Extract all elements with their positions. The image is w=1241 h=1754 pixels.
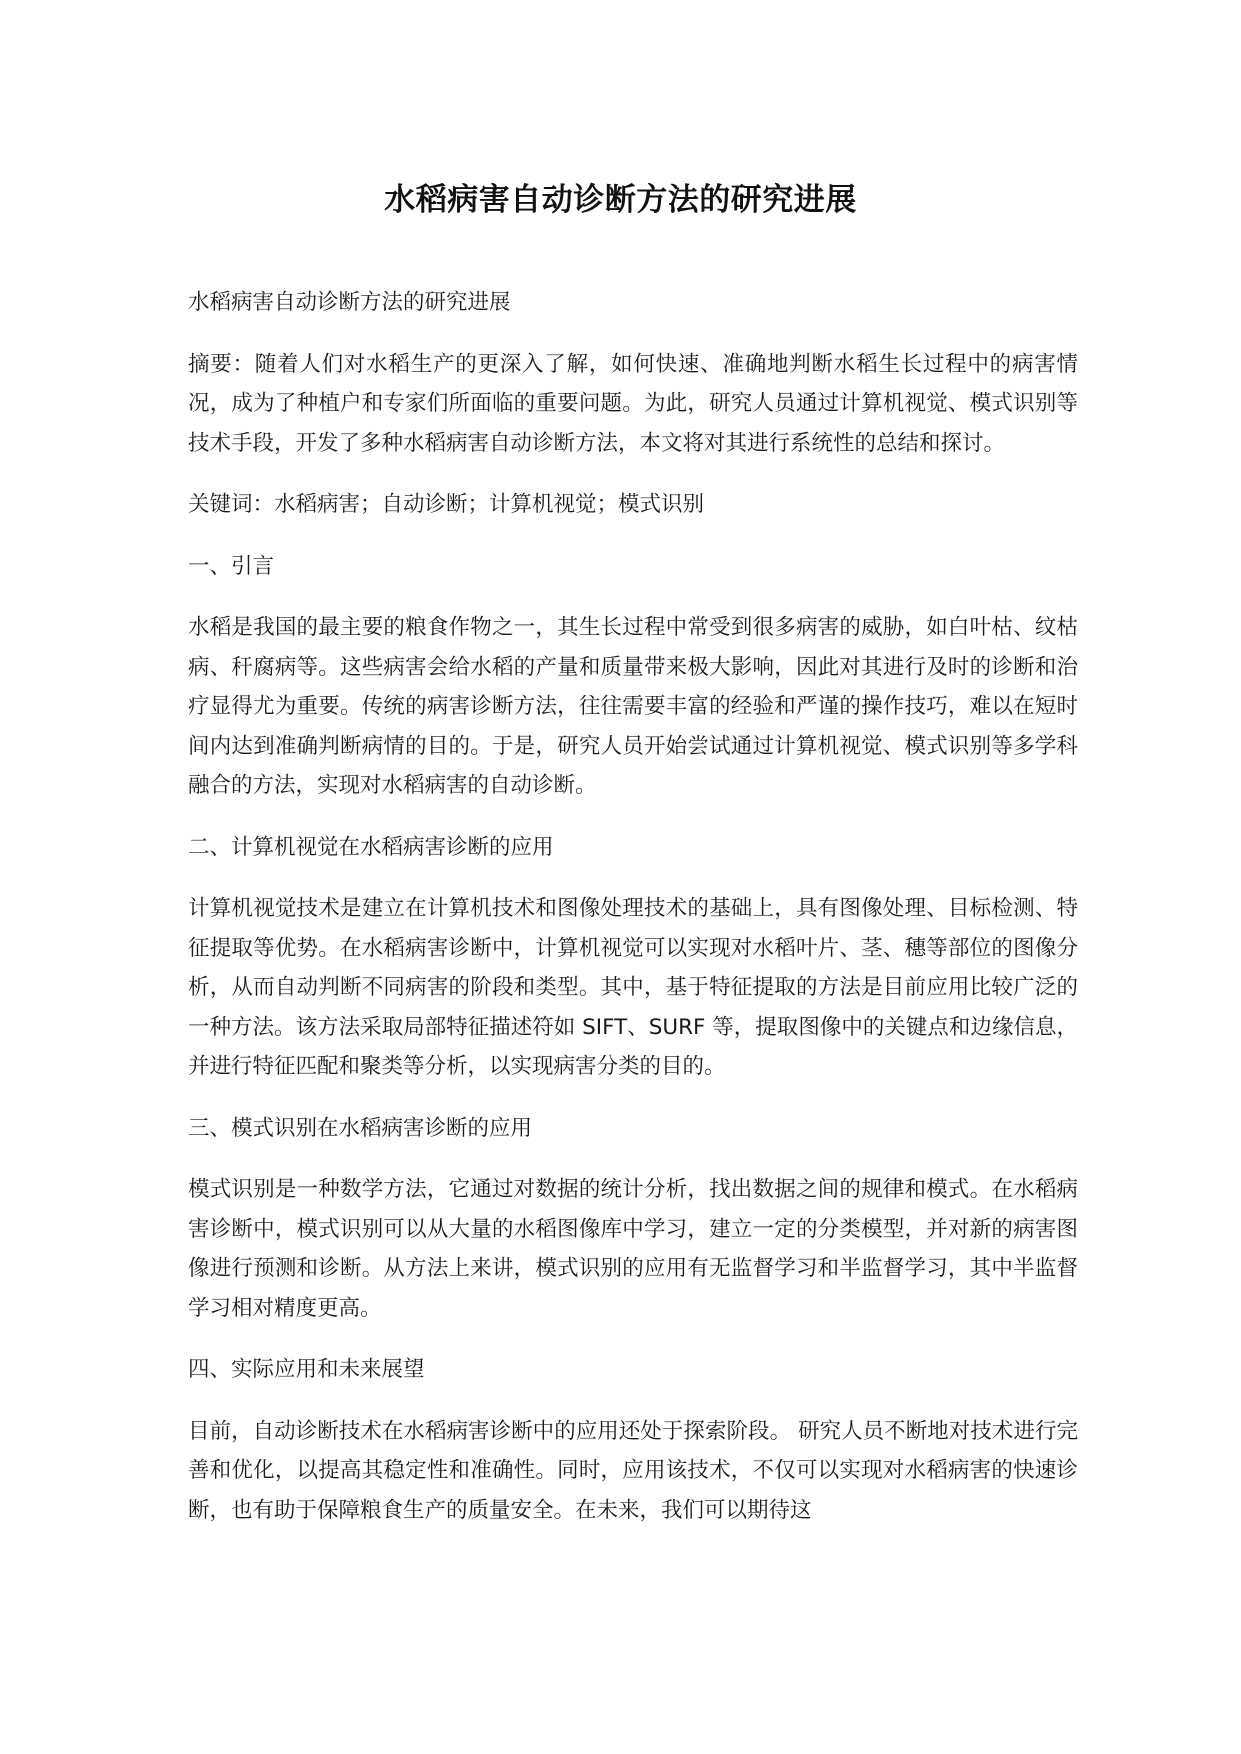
subtitle-paragraph: 水稻病害自动诊断方法的研究进展 [188, 290, 511, 315]
abstract-paragraph: 摘要：随着人们对水稻生产的更深入了解，如何快速、准确地判断水稻生长过程中的病害情况，成为了种植户和专家们所面临的重要问题。为此，研究人员通过计算机视觉、模式识别等技术手段，开发了多种水稻病害自动诊断方法，本文将对其进行系统性的总结和探讨。 [188, 351, 1078, 456]
section-heading-introduction: 一、引言 [188, 553, 275, 579]
document-body [188, 283, 1078, 1530]
section-heading-computer-vision: 二、计算机视觉在水稻病害诊断的应用 [188, 834, 554, 860]
introduction-paragraph: 水稻是我国的最主要的粮食作物之一，其生长过程中常受到很多病害的威胁，如白叶枯、纹枯病、秆腐病等。这些病害会给水稻的产量和质量带来极大影响，因此对其进行及时的诊断和治疗显得尤为重要。传统的病害诊断方法，往往需要丰富的经验和严谨的操作技巧，难以在短时间内达到准确判断病情的目的。于是，研究人员开始尝试通过计算机视觉、模式识别等多学科融合的方法，实现对水稻病害的自动诊断。 [188, 615, 1078, 798]
computer-vision-paragraph: 计算机视觉技术是建立在计算机技术和图像处理技术的基础上，具有图像处理、目标检测、特征提取等优势。在水稻病害诊断中，计算机视觉可以实现对水稻叶片、茎、穗等部位的图像分析，从而自动判断不同病害的阶段和类型。其中，基于特征提取的方法是目前应用比较广泛的一种方法。该方法采取局部特征描述符如 SIFT、SURF 等，提取图像中的关键点和边缘信息，并进行特征匹配和聚类等分析，以实现病害分类的目的。 [188, 896, 1078, 1079]
document-title: 水稻病害自动诊断方法的研究进展 [384, 182, 857, 218]
section-heading-applications-outlook: 四、实际应用和未来展望 [188, 1357, 425, 1382]
section-heading-pattern-recognition: 三、模式识别在水稻病害诊断的应用 [188, 1115, 533, 1141]
pattern-recognition-paragraph: 模式识别是一种数学方法，它通过对数据的统计分析，找出数据之间的规律和模式。在水稻病害诊断中，模式识别可以从大量的水稻图像库中学习，建立一定的分类模型，并对新的病害图像进行预测和诊断。从方法上来讲，模式识别的应用有无监督学习和半监督学习，其中半监督学习相对精度更高。 [188, 1177, 1078, 1321]
keywords-paragraph: 关键词：水稻病害；自动诊断；计算机视觉；模式识别 [188, 492, 705, 517]
applications-outlook-paragraph: 目前，自动诊断技术在水稻病害诊断中的应用还处于探索阶段。 研究人员不断地对技术进行完善和优化，以提高其稳定性和准确性。同时，应用该技术，不仅可以实现对水稻病害的快速诊断，也有助于保障粮食生产的质量安全。在未来，我们可以期待这 [188, 1418, 1078, 1523]
